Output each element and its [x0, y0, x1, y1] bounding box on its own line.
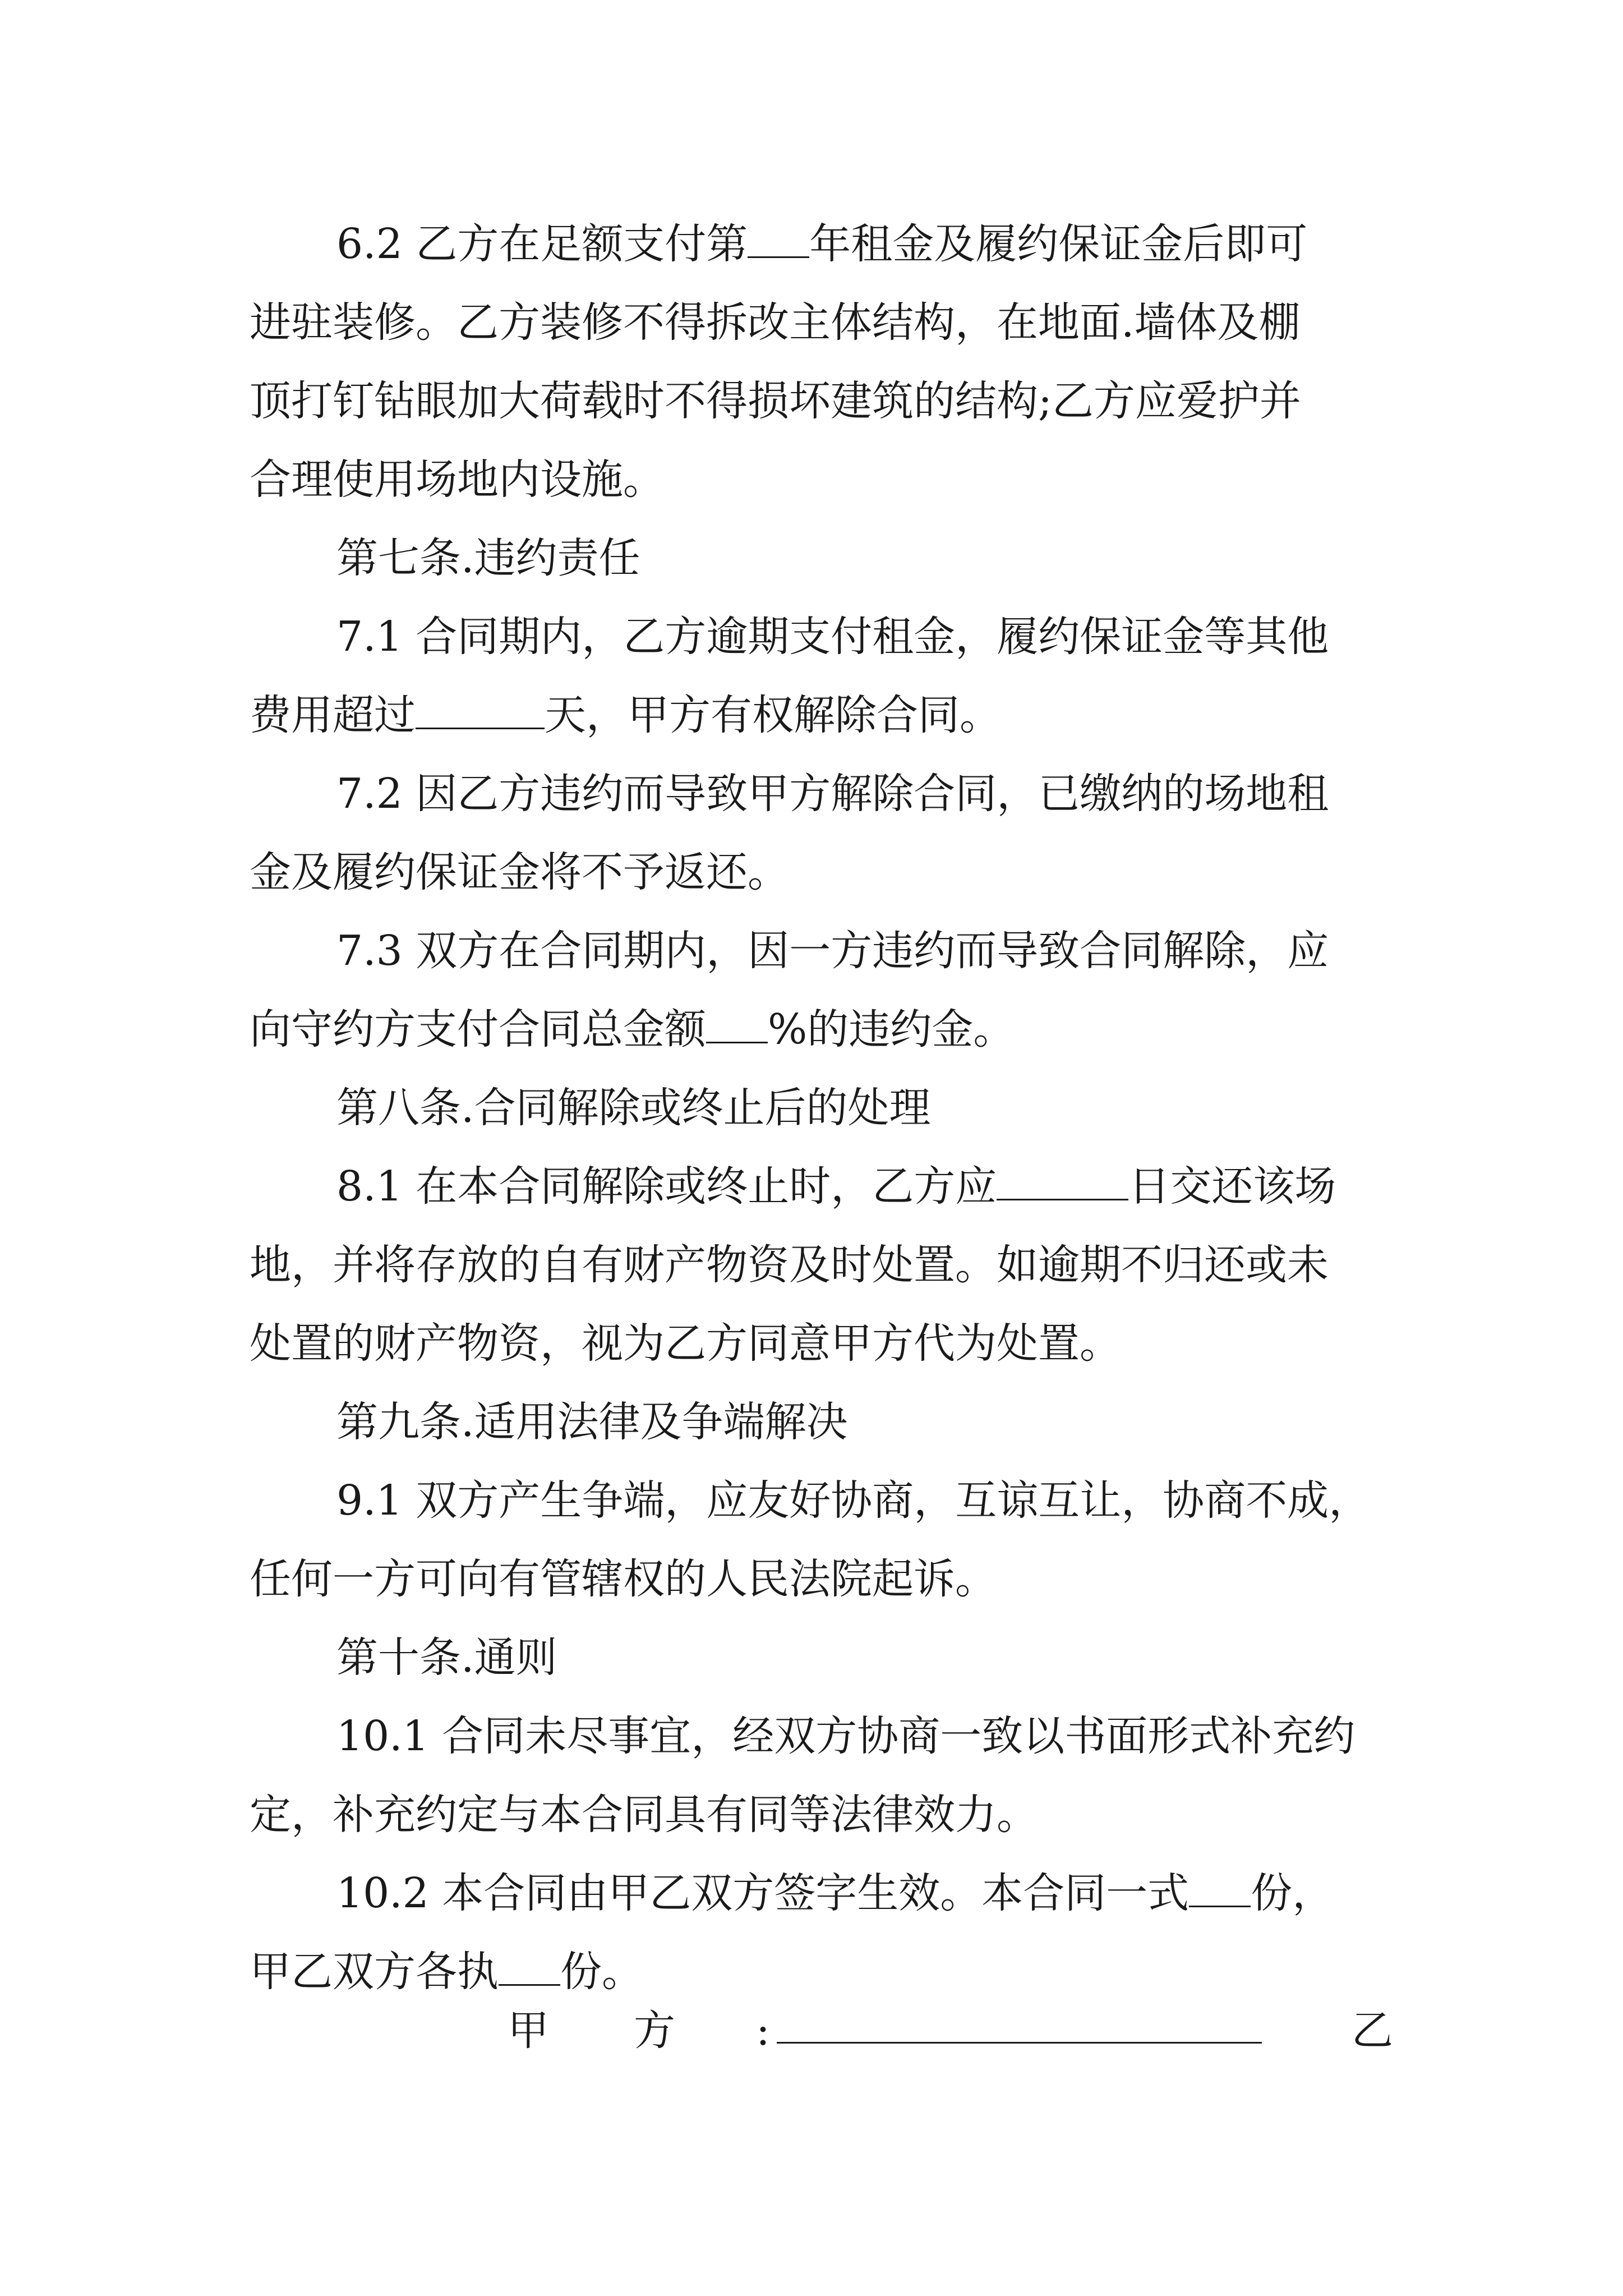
- paragraph-7-2-line-1: 7.2 因乙方违约而导致甲方解除合同，已缴纳的场地租: [336, 770, 1329, 818]
- text-segment: 份，: [1251, 1869, 1334, 1917]
- paragraph-7-1-line-1: 7.1 合同期内，乙方逾期支付租金，履约保证金等其他: [336, 613, 1329, 661]
- fill-blank-year: [748, 223, 809, 258]
- text-segment: 日交还该场: [1128, 1162, 1336, 1211]
- paragraph-8-1-line-2: 地，并将存放的自有财产物资及时处置。如逾期不归还或未: [250, 1241, 1329, 1289]
- text-segment: 年租金及履约保证金后即可: [809, 220, 1308, 268]
- article-9-heading: 第九条.适用法律及争端解决: [336, 1398, 848, 1446]
- paragraph-7-3-line-1: 7.3 双方在合同期内，因一方违约而导致合同解除，应: [336, 927, 1329, 975]
- paragraph-10-2-line-2: [250, 1930, 1623, 2014]
- paragraph-9-1-line-1: 9.1 双方产生争端，应友好协商，互谅互让，协商不成，: [336, 1476, 1371, 1525]
- text-segment: 向守约方支付合同总金额: [250, 1005, 706, 1053]
- paragraph-7-1-line-2: [250, 673, 1623, 757]
- fill-blank-days: [416, 694, 545, 729]
- signature-party-a-char-2: 方: [634, 2007, 675, 2055]
- paragraph-7-3-line-2: [250, 987, 1623, 1071]
- paragraph-10-1-line-1: 10.1 合同未尽事宜，经双方协商一致以书面形式补充约: [336, 1712, 1355, 1760]
- paragraph-6-2-line-4: 合理使用场地内设施。: [250, 455, 665, 504]
- text-segment: 份。: [560, 1948, 643, 1996]
- paragraph-6-2-line-2: 进驻装修。乙方装修不得拆改主体结构，在地面.墙体及棚: [250, 298, 1301, 347]
- article-7-heading: 第七条.违约责任: [336, 534, 640, 582]
- signature-line-party-a: [777, 2042, 1262, 2044]
- text-segment: 10.2 本合同由甲乙双方签字生效。本合同一式: [336, 1869, 1189, 1917]
- text-segment: 8.1 在本合同解除或终止时，乙方应: [336, 1162, 997, 1211]
- fill-blank-percent: [706, 1008, 768, 1043]
- text-segment: 天，甲方有权解除合同。: [545, 691, 1001, 739]
- paragraph-8-1-line-1: [336, 1144, 1623, 1228]
- paragraph-9-1-line-2: 任何一方可向有管辖权的人民法院起诉。: [250, 1555, 997, 1603]
- signature-party-a-char-1: 甲: [508, 2007, 549, 2055]
- article-10-heading: 第十条.通则: [336, 1634, 557, 1682]
- paragraph-6-2-line-1: [336, 202, 1623, 286]
- paragraph-10-1-line-2: 定，补充约定与本合同具有同等法律效力。: [250, 1791, 1038, 1839]
- signature-party-b: 乙: [1352, 2007, 1393, 2055]
- fill-blank-return-days: [997, 1165, 1128, 1200]
- text-segment: 费用超过: [250, 691, 416, 739]
- text-segment: %的违约金。: [768, 1005, 1015, 1053]
- article-8-heading: 第八条.合同解除或终止后的处理: [336, 1084, 931, 1132]
- paragraph-7-2-line-2: 金及履约保证金将不予返还。: [250, 848, 789, 896]
- text-segment: 6.2 乙方在足额支付第: [336, 220, 748, 268]
- paragraph-6-2-line-3: 顶打钉钻眼加大荷载时不得损坏建筑的结构;乙方应爱护并: [250, 377, 1301, 425]
- paragraph-10-2-line-1: [336, 1851, 1623, 1935]
- signature-colon: :: [756, 2007, 770, 2055]
- fill-blank-copies-each: [499, 1950, 560, 1986]
- fill-blank-copies: [1189, 1872, 1251, 1907]
- paragraph-8-1-line-3: 处置的财产物资，视为乙方同意甲方代为处置。: [250, 1319, 1121, 1368]
- text-segment: 甲乙双方各执: [250, 1948, 499, 1996]
